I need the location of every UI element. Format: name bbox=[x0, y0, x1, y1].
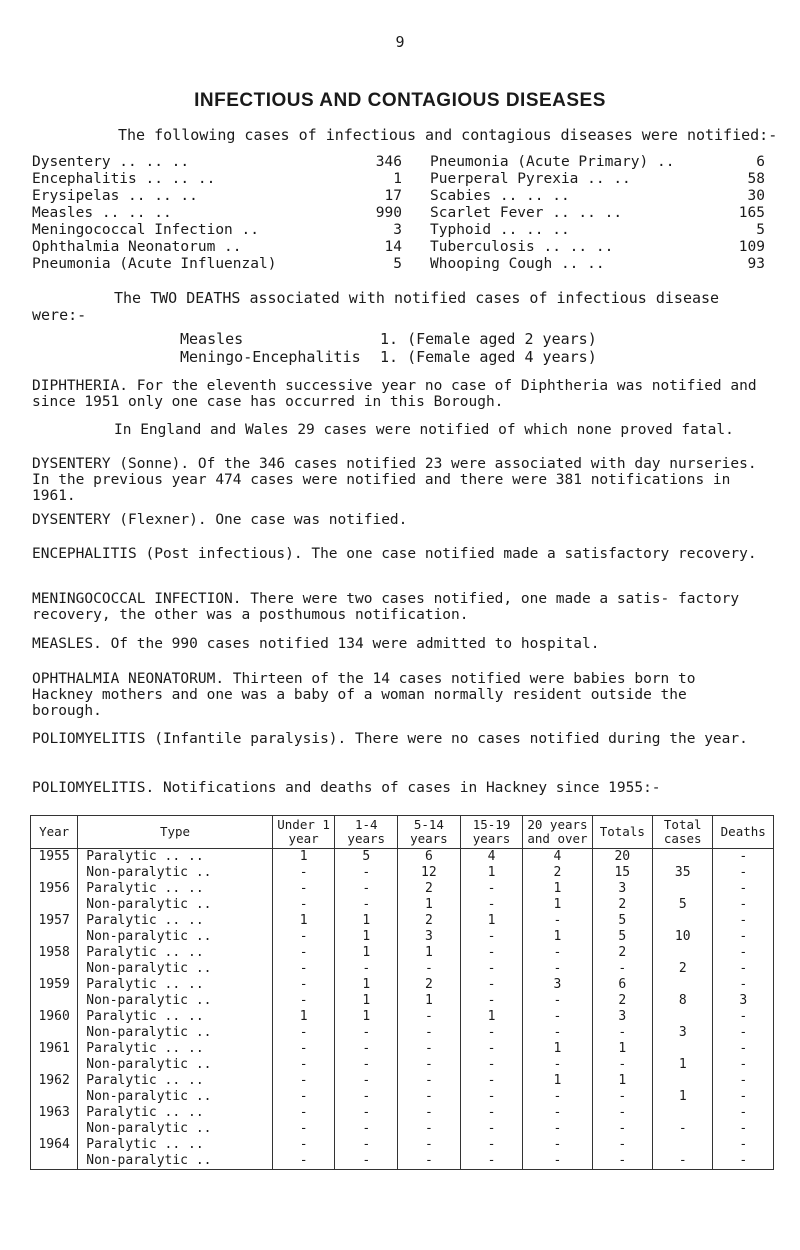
cell-year: 1962 bbox=[31, 1073, 78, 1089]
para-measles: MEASLES. Of the 990 cases notified 134 were admitted to hospital. bbox=[32, 636, 600, 652]
cell-year: 1956 bbox=[31, 881, 78, 897]
disease-count: 58 bbox=[747, 171, 765, 187]
polio-table bbox=[30, 815, 774, 1170]
cell-15-19: - bbox=[460, 1137, 523, 1153]
cell-1-4: - bbox=[335, 1153, 398, 1170]
cell-year: 1955 bbox=[31, 849, 78, 866]
page-title: INFECTIOUS AND CONTAGIOUS DISEASES bbox=[194, 90, 606, 111]
disease-name: Pneumonia (Acute Primary) .. bbox=[430, 154, 675, 170]
disease-name: Ophthalmia Neonatorum .. bbox=[32, 239, 242, 255]
cell-5-14: 1 bbox=[398, 897, 461, 913]
disease-row bbox=[32, 256, 402, 273]
para-england-wales: In England and Wales 29 cases were notified of which none proved fatal. bbox=[114, 422, 734, 438]
cell-15-19: - bbox=[460, 929, 523, 945]
cell-deaths: - bbox=[713, 1153, 774, 1170]
cell-totals: - bbox=[592, 961, 652, 977]
cell-total-cases: 2 bbox=[653, 961, 713, 977]
death-row bbox=[180, 348, 597, 366]
cell-year: 1959 bbox=[31, 977, 78, 993]
cell-15-19: 1 bbox=[460, 1009, 523, 1025]
cell-20-over: - bbox=[523, 1121, 592, 1137]
disease-count: 346 bbox=[375, 154, 402, 170]
col-header-20-over: 20 years and over bbox=[523, 816, 592, 849]
cell-20-over: - bbox=[523, 945, 592, 961]
table-row bbox=[31, 1073, 774, 1089]
cell-15-19: - bbox=[460, 1089, 523, 1105]
cell-1-4: 1 bbox=[335, 1009, 398, 1025]
cell-total-cases bbox=[653, 945, 713, 961]
cell-year bbox=[31, 993, 78, 1009]
cell-year bbox=[31, 961, 78, 977]
cell-type: Non-paralytic .. bbox=[78, 1121, 273, 1137]
cell-5-14: - bbox=[398, 1041, 461, 1057]
cell-type: Paralytic .. .. bbox=[78, 977, 273, 993]
deaths-intro: The TWO DEATHS associated with notified cases of infectious disease were:- bbox=[32, 289, 720, 324]
table-row bbox=[31, 1025, 774, 1041]
cell-total-cases bbox=[653, 1009, 713, 1025]
cell-year bbox=[31, 1153, 78, 1170]
disease-name: Tuberculosis .. .. .. bbox=[430, 239, 614, 255]
disease-name: Pneumonia (Acute Influenzal) bbox=[32, 256, 277, 272]
cell-under-1: - bbox=[272, 865, 335, 881]
col-header-year: Year bbox=[31, 816, 78, 849]
cell-total-cases: 8 bbox=[653, 993, 713, 1009]
table-row bbox=[31, 897, 774, 913]
cell-type: Paralytic .. .. bbox=[78, 1105, 273, 1121]
table-row bbox=[31, 865, 774, 881]
cell-under-1: - bbox=[272, 993, 335, 1009]
cell-5-14: - bbox=[398, 1009, 461, 1025]
disease-row bbox=[430, 154, 765, 171]
cell-1-4: 1 bbox=[335, 977, 398, 993]
cell-type: Non-paralytic .. bbox=[78, 929, 273, 945]
deaths-list bbox=[180, 330, 597, 366]
cell-5-14: - bbox=[398, 1089, 461, 1105]
table-row bbox=[31, 945, 774, 961]
cell-totals: 5 bbox=[592, 913, 652, 929]
disease-count: 5 bbox=[393, 256, 402, 272]
cell-total-cases: 1 bbox=[653, 1089, 713, 1105]
cell-5-14: - bbox=[398, 1105, 461, 1121]
cell-total-cases bbox=[653, 849, 713, 866]
disease-count: 109 bbox=[738, 239, 765, 255]
cell-totals: - bbox=[592, 1137, 652, 1153]
table-row bbox=[31, 961, 774, 977]
death-disease: Measles bbox=[180, 330, 244, 348]
col-header-1-4: 1-4 years bbox=[335, 816, 398, 849]
cell-year bbox=[31, 1057, 78, 1073]
disease-count: 1 bbox=[393, 171, 402, 187]
cell-1-4: - bbox=[335, 1041, 398, 1057]
disease-name: Dysentery .. .. .. bbox=[32, 154, 190, 170]
cell-total-cases: - bbox=[653, 1153, 713, 1170]
cell-year: 1964 bbox=[31, 1137, 78, 1153]
cell-totals: - bbox=[592, 1121, 652, 1137]
col-header-deaths: Deaths bbox=[713, 816, 774, 849]
cell-totals: 3 bbox=[592, 1009, 652, 1025]
cell-deaths: - bbox=[713, 1057, 774, 1073]
cell-under-1: - bbox=[272, 1137, 335, 1153]
cell-total-cases bbox=[653, 977, 713, 993]
para-poliomyelitis: POLIOMYELITIS (Infantile paralysis). There were no cases notified during the year. bbox=[32, 731, 748, 747]
table-row bbox=[31, 913, 774, 929]
disease-row bbox=[32, 171, 402, 188]
cell-15-19: - bbox=[460, 881, 523, 897]
disease-count: 30 bbox=[747, 188, 765, 204]
cell-15-19: - bbox=[460, 945, 523, 961]
cell-type: Paralytic .. .. bbox=[78, 1009, 273, 1025]
cell-under-1: - bbox=[272, 945, 335, 961]
col-header-under-1: Under 1 year bbox=[272, 816, 335, 849]
cell-deaths: - bbox=[713, 1089, 774, 1105]
cell-deaths: - bbox=[713, 1041, 774, 1057]
page-number: 9 bbox=[395, 33, 405, 51]
cell-1-4: - bbox=[335, 897, 398, 913]
disease-count: 5 bbox=[756, 222, 765, 238]
cell-type: Paralytic .. .. bbox=[78, 945, 273, 961]
table-row bbox=[31, 1153, 774, 1170]
cell-15-19: - bbox=[460, 1153, 523, 1170]
col-header-15-19: 15-19 years bbox=[460, 816, 523, 849]
cell-15-19: - bbox=[460, 993, 523, 1009]
cell-deaths: 3 bbox=[713, 993, 774, 1009]
cell-deaths: - bbox=[713, 913, 774, 929]
para-encephalitis: ENCEPHALITIS (Post infectious). The one case notified made a satisfactory recovery. bbox=[32, 546, 757, 562]
cell-20-over: - bbox=[523, 1009, 592, 1025]
cell-totals: - bbox=[592, 1153, 652, 1170]
cell-5-14: 2 bbox=[398, 913, 461, 929]
cell-under-1: - bbox=[272, 1153, 335, 1170]
cell-year bbox=[31, 1121, 78, 1137]
cell-under-1: - bbox=[272, 1057, 335, 1073]
disease-row bbox=[32, 205, 402, 222]
cell-20-over: 1 bbox=[523, 929, 592, 945]
disease-name: Meningococcal Infection .. bbox=[32, 222, 259, 238]
disease-row bbox=[430, 188, 765, 205]
cell-20-over: - bbox=[523, 961, 592, 977]
cell-type: Non-paralytic .. bbox=[78, 1089, 273, 1105]
cell-15-19: 4 bbox=[460, 849, 523, 866]
table-row bbox=[31, 977, 774, 993]
cell-type: Paralytic .. .. bbox=[78, 881, 273, 897]
cell-under-1: - bbox=[272, 1073, 335, 1089]
table-row bbox=[31, 1009, 774, 1025]
cell-15-19: - bbox=[460, 961, 523, 977]
cell-5-14: 2 bbox=[398, 881, 461, 897]
cell-year bbox=[31, 865, 78, 881]
cell-15-19: 1 bbox=[460, 865, 523, 881]
table-row bbox=[31, 849, 774, 866]
disease-name: Measles .. .. .. bbox=[32, 205, 172, 221]
cell-totals: 15 bbox=[592, 865, 652, 881]
death-detail: 1. (Female aged 2 years) bbox=[380, 330, 597, 348]
cell-1-4: - bbox=[335, 881, 398, 897]
cell-totals: - bbox=[592, 1025, 652, 1041]
disease-name: Erysipelas .. .. .. bbox=[32, 188, 198, 204]
cell-deaths: - bbox=[713, 1009, 774, 1025]
cell-under-1: - bbox=[272, 1121, 335, 1137]
cell-year bbox=[31, 929, 78, 945]
cell-20-over: 1 bbox=[523, 1073, 592, 1089]
disease-count: 93 bbox=[747, 256, 765, 272]
table-row bbox=[31, 1137, 774, 1153]
para-meningococcal: MENINGOCOCCAL INFECTION. There were two cases notified, one made a satis- factory recovery, the other was a posthumous notification. bbox=[32, 591, 740, 623]
cell-under-1: - bbox=[272, 897, 335, 913]
polio-table-intro: POLIOMYELITIS. Notifications and deaths of cases in Hackney since 1955:- bbox=[32, 780, 661, 796]
cell-deaths: - bbox=[713, 865, 774, 881]
disease-name: Puerperal Pyrexia .. .. bbox=[430, 171, 631, 187]
table-row bbox=[31, 993, 774, 1009]
cell-15-19: 1 bbox=[460, 913, 523, 929]
table-row bbox=[31, 1057, 774, 1073]
para-dysentery-sonne: DYSENTERY (Sonne). Of the 346 cases notified 23 were associated with day nurseries. In the previous year 474 cases were notified and there were 381 notifications in 1961. bbox=[32, 456, 757, 504]
disease-row bbox=[430, 239, 765, 256]
cell-type: Non-paralytic .. bbox=[78, 1153, 273, 1170]
cell-1-4: - bbox=[335, 1137, 398, 1153]
cell-total-cases: 10 bbox=[653, 929, 713, 945]
cell-20-over: 1 bbox=[523, 897, 592, 913]
cell-deaths: - bbox=[713, 849, 774, 866]
cell-total-cases bbox=[653, 1137, 713, 1153]
cell-totals: 20 bbox=[592, 849, 652, 866]
cell-20-over: - bbox=[523, 993, 592, 1009]
cell-type: Non-paralytic .. bbox=[78, 1057, 273, 1073]
cell-5-14: - bbox=[398, 1153, 461, 1170]
cell-20-over: 4 bbox=[523, 849, 592, 866]
cell-year bbox=[31, 1025, 78, 1041]
cell-15-19: - bbox=[460, 1105, 523, 1121]
cell-15-19: - bbox=[460, 1073, 523, 1089]
cell-year bbox=[31, 1089, 78, 1105]
col-header-totals: Totals bbox=[592, 816, 652, 849]
polio-table-body bbox=[31, 849, 774, 1170]
cell-type: Paralytic .. .. bbox=[78, 1073, 273, 1089]
cell-type: Paralytic .. .. bbox=[78, 913, 273, 929]
cell-under-1: 1 bbox=[272, 849, 335, 866]
table-row bbox=[31, 881, 774, 897]
cell-totals: 1 bbox=[592, 1041, 652, 1057]
cell-1-4: 1 bbox=[335, 993, 398, 1009]
cell-5-14: - bbox=[398, 1121, 461, 1137]
cell-1-4: 5 bbox=[335, 849, 398, 866]
cell-type: Paralytic .. .. bbox=[78, 1137, 273, 1153]
cell-deaths: - bbox=[713, 1121, 774, 1137]
cell-1-4: - bbox=[335, 961, 398, 977]
cell-5-14: - bbox=[398, 1073, 461, 1089]
disease-row bbox=[32, 188, 402, 205]
cell-totals: 2 bbox=[592, 945, 652, 961]
cell-5-14: 2 bbox=[398, 977, 461, 993]
cell-totals: 5 bbox=[592, 929, 652, 945]
disease-row bbox=[430, 256, 765, 273]
cell-total-cases: 5 bbox=[653, 897, 713, 913]
cell-5-14: - bbox=[398, 961, 461, 977]
disease-row bbox=[32, 239, 402, 256]
disease-count: 14 bbox=[384, 239, 402, 255]
cell-1-4: - bbox=[335, 1089, 398, 1105]
cell-15-19: - bbox=[460, 1041, 523, 1057]
disease-row bbox=[430, 222, 765, 239]
disease-row bbox=[430, 205, 765, 222]
table-row bbox=[31, 1121, 774, 1137]
disease-row bbox=[430, 171, 765, 188]
cell-15-19: - bbox=[460, 897, 523, 913]
cell-totals: 6 bbox=[592, 977, 652, 993]
cell-year: 1963 bbox=[31, 1105, 78, 1121]
disease-list-right bbox=[430, 154, 765, 273]
disease-count: 17 bbox=[384, 188, 402, 204]
cell-year: 1961 bbox=[31, 1041, 78, 1057]
cell-totals: 3 bbox=[592, 881, 652, 897]
death-detail: 1. (Female aged 4 years) bbox=[380, 348, 597, 366]
table-header-row bbox=[31, 816, 774, 849]
cell-type: Paralytic .. .. bbox=[78, 849, 273, 866]
cell-totals: 1 bbox=[592, 1073, 652, 1089]
cell-totals: - bbox=[592, 1105, 652, 1121]
cell-20-over: - bbox=[523, 913, 592, 929]
disease-name: Scabies .. .. .. bbox=[430, 188, 570, 204]
cell-1-4: 1 bbox=[335, 945, 398, 961]
cell-1-4: 1 bbox=[335, 913, 398, 929]
cell-total-cases: 35 bbox=[653, 865, 713, 881]
cell-1-4: - bbox=[335, 865, 398, 881]
table-row bbox=[31, 1041, 774, 1057]
table-row bbox=[31, 929, 774, 945]
disease-count: 6 bbox=[756, 154, 765, 170]
disease-count: 165 bbox=[738, 205, 765, 221]
cell-under-1: - bbox=[272, 1089, 335, 1105]
cell-5-14: 3 bbox=[398, 929, 461, 945]
cell-total-cases bbox=[653, 881, 713, 897]
cell-total-cases: 3 bbox=[653, 1025, 713, 1041]
para-dysentery-flexner: DYSENTERY (Flexner). One case was notified. bbox=[32, 512, 408, 528]
cell-deaths: - bbox=[713, 1073, 774, 1089]
cell-15-19: - bbox=[460, 1025, 523, 1041]
disease-name: Encephalitis .. .. .. bbox=[32, 171, 216, 187]
death-row bbox=[180, 330, 597, 348]
death-disease: Meningo-Encephalitis bbox=[180, 348, 361, 366]
cell-5-14: 12 bbox=[398, 865, 461, 881]
cell-20-over: 1 bbox=[523, 1041, 592, 1057]
cell-under-1: - bbox=[272, 1025, 335, 1041]
cell-1-4: - bbox=[335, 1057, 398, 1073]
table-row bbox=[31, 1105, 774, 1121]
cell-under-1: - bbox=[272, 961, 335, 977]
cell-1-4: - bbox=[335, 1025, 398, 1041]
cell-year: 1960 bbox=[31, 1009, 78, 1025]
cell-under-1: 1 bbox=[272, 913, 335, 929]
cell-deaths: - bbox=[713, 881, 774, 897]
cell-totals: 2 bbox=[592, 897, 652, 913]
cell-under-1: - bbox=[272, 929, 335, 945]
cell-1-4: - bbox=[335, 1105, 398, 1121]
cell-15-19: - bbox=[460, 1057, 523, 1073]
cell-totals: - bbox=[592, 1057, 652, 1073]
cell-total-cases bbox=[653, 913, 713, 929]
cell-20-over: 2 bbox=[523, 865, 592, 881]
disease-row bbox=[32, 154, 402, 171]
cell-15-19: - bbox=[460, 977, 523, 993]
disease-name: Whooping Cough .. .. bbox=[430, 256, 605, 272]
disease-count: 990 bbox=[375, 205, 402, 221]
cell-type: Non-paralytic .. bbox=[78, 993, 273, 1009]
cell-deaths: - bbox=[713, 1105, 774, 1121]
col-header-5-14: 5-14 years bbox=[398, 816, 461, 849]
cell-1-4: - bbox=[335, 1121, 398, 1137]
cell-20-over: - bbox=[523, 1153, 592, 1170]
table-row bbox=[31, 1089, 774, 1105]
cell-5-14: 1 bbox=[398, 945, 461, 961]
cell-under-1: 1 bbox=[272, 1009, 335, 1025]
cell-type: Non-paralytic .. bbox=[78, 961, 273, 977]
cell-type: Non-paralytic .. bbox=[78, 1025, 273, 1041]
cell-5-14: - bbox=[398, 1025, 461, 1041]
cell-5-14: - bbox=[398, 1137, 461, 1153]
para-diphtheria: DIPHTHERIA. For the eleventh successive year no case of Diphtheria was notified and since 1951 only one case has occurred in this Borough. bbox=[32, 378, 757, 410]
intro-text: The following cases of infectious and contagious diseases were notified:- bbox=[118, 126, 778, 144]
cell-20-over: - bbox=[523, 1089, 592, 1105]
cell-20-over: - bbox=[523, 1057, 592, 1073]
cell-total-cases bbox=[653, 1041, 713, 1057]
cell-type: Paralytic .. .. bbox=[78, 1041, 273, 1057]
disease-count: 3 bbox=[393, 222, 402, 238]
cell-20-over: 3 bbox=[523, 977, 592, 993]
cell-year bbox=[31, 897, 78, 913]
para-ophthalmia: OPHTHALMIA NEONATORUM. Thirteen of the 14 cases notified were babies born to Hackney mothers and one was a baby of a woman normally resident outside the borough. bbox=[32, 671, 696, 719]
cell-5-14: 1 bbox=[398, 993, 461, 1009]
cell-year: 1958 bbox=[31, 945, 78, 961]
cell-20-over: - bbox=[523, 1025, 592, 1041]
disease-list-left bbox=[32, 154, 402, 273]
cell-totals: 2 bbox=[592, 993, 652, 1009]
cell-1-4: - bbox=[335, 1073, 398, 1089]
cell-type: Non-paralytic .. bbox=[78, 897, 273, 913]
cell-deaths: - bbox=[713, 897, 774, 913]
cell-type: Non-paralytic .. bbox=[78, 865, 273, 881]
cell-deaths: - bbox=[713, 961, 774, 977]
cell-deaths: - bbox=[713, 945, 774, 961]
cell-20-over: - bbox=[523, 1105, 592, 1121]
cell-year: 1957 bbox=[31, 913, 78, 929]
cell-5-14: 6 bbox=[398, 849, 461, 866]
disease-name: Typhoid .. .. .. bbox=[430, 222, 570, 238]
disease-name: Scarlet Fever .. .. .. bbox=[430, 205, 623, 221]
cell-deaths: - bbox=[713, 1137, 774, 1153]
col-header-type: Type bbox=[78, 816, 273, 849]
cell-totals: - bbox=[592, 1089, 652, 1105]
cell-total-cases: 1 bbox=[653, 1057, 713, 1073]
cell-15-19: - bbox=[460, 1121, 523, 1137]
cell-1-4: 1 bbox=[335, 929, 398, 945]
cell-total-cases bbox=[653, 1105, 713, 1121]
cell-under-1: - bbox=[272, 881, 335, 897]
cell-5-14: - bbox=[398, 1057, 461, 1073]
cell-under-1: - bbox=[272, 977, 335, 993]
cell-20-over: - bbox=[523, 1137, 592, 1153]
cell-20-over: 1 bbox=[523, 881, 592, 897]
cell-deaths: - bbox=[713, 977, 774, 993]
cell-deaths: - bbox=[713, 929, 774, 945]
cell-deaths: - bbox=[713, 1025, 774, 1041]
disease-row bbox=[32, 222, 402, 239]
col-header-total-cases: Total cases bbox=[653, 816, 713, 849]
cell-under-1: - bbox=[272, 1105, 335, 1121]
cell-under-1: - bbox=[272, 1041, 335, 1057]
cell-total-cases bbox=[653, 1073, 713, 1089]
cell-total-cases: - bbox=[653, 1121, 713, 1137]
